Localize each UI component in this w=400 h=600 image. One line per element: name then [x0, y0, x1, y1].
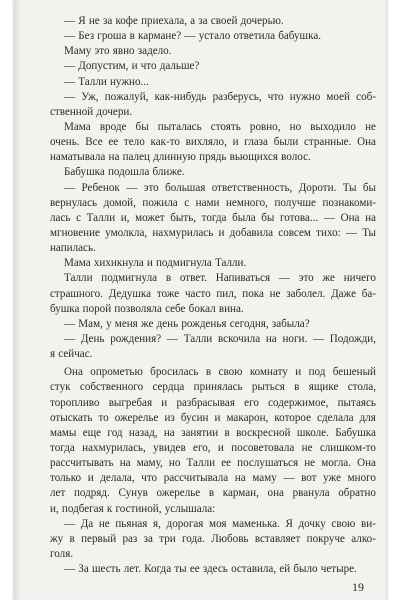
text-line: Мама хихикнула и подмигнула Талли.	[64, 257, 247, 270]
text-line: только и делала, что рассчитывала на маму — вот уже много	[50, 472, 376, 485]
text-line: мамы еще год назад, на занятии в воскресной школе. Бабушка	[50, 426, 376, 439]
text-line: стук собственного сердца принялась рыться в ящике стола,	[50, 381, 376, 394]
text-line: напилась.	[50, 242, 96, 255]
text-line: — День рождения? — Талли вскочила на ноги. — Подожди,	[64, 332, 376, 345]
text-line: бушка порой позволяла себе бокал вина.	[50, 302, 244, 315]
text-line: и, подбегая к гостиной, услышала:	[50, 502, 216, 515]
text-line: — Допустим, и что дальше?	[64, 60, 200, 73]
text-line: — Мам, у меня же день рожденья сегодня, забыла?	[64, 317, 310, 330]
text-line: вернулась домой, пожила с нами немного, получше познакоми-	[50, 196, 376, 209]
text-line: — Я не за кофе приехала, а за своей дочерью.	[64, 15, 284, 27]
page-number: 19	[352, 580, 364, 594]
text-line: — Ребенок — это большая ответственность, Дороти. Ты бы	[64, 181, 376, 194]
text-line: рассчитывать на маму, но Талли ее послушаться не могла. Она	[50, 457, 376, 470]
text-line: отыскать то ожерелье из бусин и макарон, которое сделала для	[50, 411, 376, 424]
page-edge-shadow	[14, 0, 20, 600]
text-line: жу в первый раз за три года. Любовь вставляет покруче алко-	[50, 532, 376, 545]
book-page	[14, 0, 386, 600]
body-text	[50, 14, 376, 577]
text-line: наматывала на палец длинную прядь вьющихся волос.	[50, 151, 311, 164]
text-line: ственной дочери.	[50, 105, 133, 118]
text-line: торопливо выгребая и разбрасывая его содержимое, пытаясь	[50, 396, 376, 409]
text-line: тогда нахмурилась, увидев его, и посоветовала не слишком-то	[50, 441, 376, 454]
text-line: лась с Талли и, может быть, тогда была бы готова... — Она на	[50, 211, 376, 224]
text-line: голя.	[50, 547, 74, 560]
text-line: — Талли нужно...	[64, 75, 149, 88]
text-line: я сейчас.	[50, 348, 93, 361]
text-line: — Уж, пожалуй, как-нибудь разберусь, что нужно моей соб-	[64, 90, 376, 103]
text-line: Талли подмигнула в ответ. Напиваться — это же ничего	[64, 272, 376, 285]
text-line: мгновение умолкла, нахмурилась и добавила совсем тихо: — Ты	[50, 226, 376, 239]
text-line: — Без гроша в кармане? — устало ответила бабушка.	[64, 30, 322, 43]
text-line: лет подряд. Сунув ожерелье в карман, она рванула обратно	[50, 487, 376, 500]
text-line: очень. Все ее тело как-то вихляло, и глаза были странные. Она	[50, 136, 376, 149]
text-line: страшного. Дедушка тоже часто пил, пока не заболел. Даже ба-	[50, 287, 376, 300]
text-line: Она опрометью бросилась в свою комнату и под бешеный	[64, 366, 376, 379]
text-line: — За шесть лет. Когда ты ее здесь оставила, ей было четыре.	[64, 563, 357, 576]
text-line: Бабушка подошла ближе.	[64, 166, 185, 179]
text-line: — Да не пьяная я, дорогая моя маменька. Я дочку свою ви-	[64, 517, 376, 530]
text-line: Маму это явно задело.	[64, 45, 172, 58]
text-line: Мама вроде бы пыталась стоять ровно, но выходило не	[64, 120, 376, 133]
